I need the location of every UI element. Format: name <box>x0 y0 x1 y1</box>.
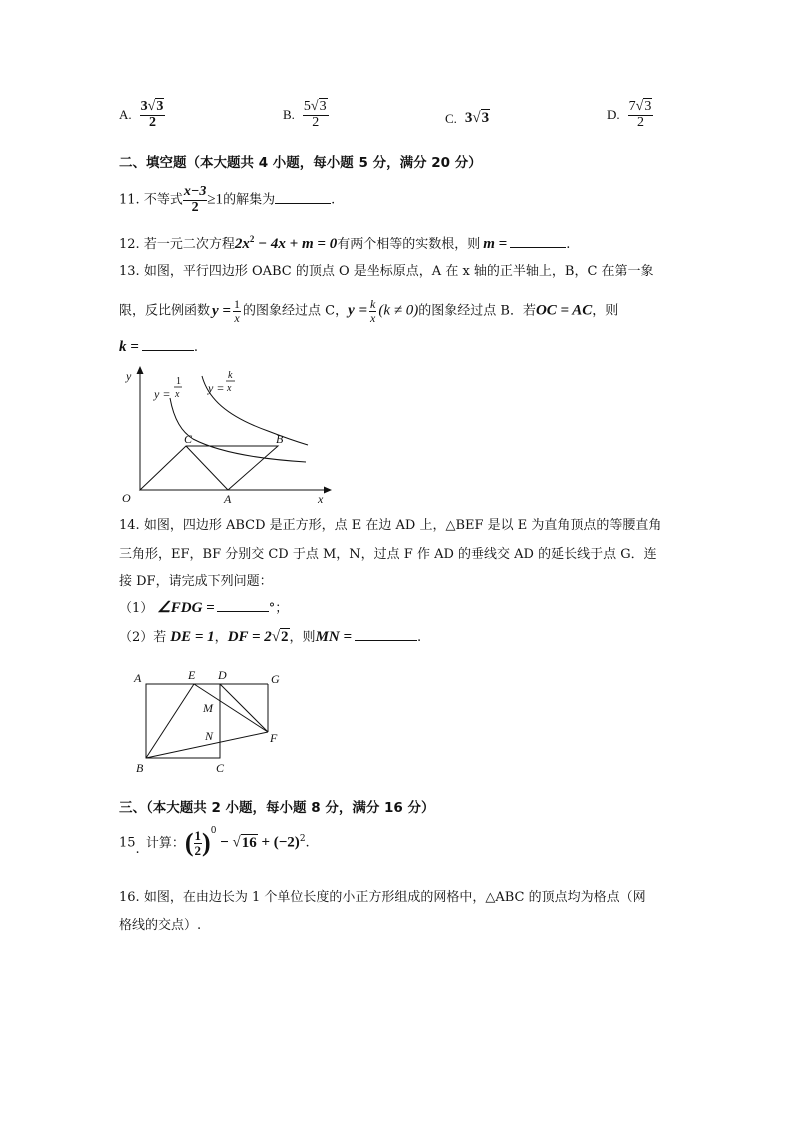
label-curve-1-lhs: y = <box>154 387 171 401</box>
minus: − <box>216 834 233 851</box>
coef: 3 <box>140 99 148 114</box>
question-text: 有两个相等的实数根，则 <box>337 237 481 252</box>
radicand: 16 <box>241 834 257 851</box>
figure-13 <box>118 362 334 504</box>
punct: . <box>331 192 336 208</box>
label-y-axis: y <box>126 369 132 383</box>
denominator: x <box>234 310 240 325</box>
de-expression: DE = 1 <box>170 629 215 645</box>
option-d <box>607 100 653 130</box>
question-text: 若一元二次方程 <box>143 237 235 252</box>
option-c <box>445 110 490 127</box>
function-lhs: y = <box>212 302 231 319</box>
label-M: M <box>203 701 213 715</box>
question-text: 如图，在由边长为 1 个单位长度的小正方形组成的网格中，△ABC 的顶点均为格点（网 <box>143 890 646 905</box>
question-11 <box>119 185 335 215</box>
coef: 5 <box>303 99 311 114</box>
exponent-zero: 0 <box>210 826 217 837</box>
option-a <box>119 100 165 130</box>
radicand: 2 <box>281 629 289 645</box>
radicand: 3 <box>319 99 327 114</box>
question-13-line-3 <box>119 338 198 356</box>
q13-fraction-k-over-x <box>369 298 376 324</box>
punct: . <box>305 835 310 851</box>
question-14-line-3 <box>119 570 273 589</box>
option-letter: A. <box>119 107 132 123</box>
punct: °； <box>268 601 289 616</box>
question-13-line-1 <box>119 260 654 279</box>
condition: (k ≠ 0) <box>378 302 419 319</box>
answer-blank[interactable] <box>217 599 269 612</box>
label-N: N <box>205 729 214 743</box>
q15-half <box>194 829 203 857</box>
eq-rest: − 4x + m = 0 <box>254 236 338 252</box>
question-14-line-2 <box>119 543 657 562</box>
option-letter: D. <box>607 107 620 123</box>
function-lhs: y = <box>348 302 368 319</box>
denominator: 2 <box>194 842 202 858</box>
q11-fraction <box>183 185 207 215</box>
label-F: F <box>270 731 278 745</box>
label-E: E <box>188 668 196 682</box>
denominator: 2 <box>148 114 156 130</box>
question-number: 13. <box>119 264 140 279</box>
answer-blank[interactable] <box>355 628 417 641</box>
denominator: 2 <box>191 199 199 215</box>
option-b-fraction: $\frac{5√3}{2}$ <box>303 99 327 130</box>
question-16-line-1 <box>119 886 646 905</box>
option-b <box>283 100 329 130</box>
q12-equation <box>235 236 337 252</box>
numerator: k <box>370 297 376 311</box>
exponent-two: 2 <box>299 834 306 845</box>
question-text: 格线的交点）. <box>119 918 202 933</box>
label-D: D <box>218 668 227 682</box>
segment-DF <box>220 684 268 732</box>
option-letter: C. <box>445 110 457 126</box>
label-C: C <box>184 432 193 446</box>
question-number: 14. <box>119 518 140 533</box>
label-curve-2-lhs: y = <box>208 381 225 395</box>
curve-1-over-x <box>170 398 306 462</box>
coef: 7 <box>628 99 636 114</box>
question-number: 11. <box>119 192 140 208</box>
option-c-value: 3√3 <box>464 110 490 126</box>
question-text: 如图，平行四边形 OABC 的顶点 O 是坐标原点，A 在 x 轴的正半轴上，B，C 在第一象 <box>143 264 654 279</box>
label-curve-1-num: 1 <box>176 376 181 387</box>
option-letter: B. <box>283 107 295 123</box>
sub-label: （1） <box>119 601 154 616</box>
answer-blank[interactable] <box>510 235 566 248</box>
question-15: 15. 计算：( $\frac{1}{2}$ )$^0 - √16 + (-2)^2$. <box>119 826 310 858</box>
q12-variable: m = <box>483 236 508 252</box>
radicand: 3 <box>481 110 490 126</box>
question-number: 15 <box>119 835 136 851</box>
eq-term: 2x <box>234 236 250 252</box>
radicand: 3 <box>156 99 164 114</box>
label-curve-2-den: x <box>227 383 232 394</box>
punct: ， <box>214 630 228 645</box>
numerator: x−3 <box>183 184 207 199</box>
section-3-title: 三、（本大题共 2 小题，每小题 8 分，满分 16 分） <box>119 800 435 816</box>
question-text: 限，反比例函数 <box>119 303 211 319</box>
question-text: ，则 <box>592 303 619 319</box>
label-B: B <box>276 432 284 446</box>
question-number-dot: . <box>135 841 140 857</box>
question-text: 三角形，EF，BF 分别交 CD 于点 M，N，过点 F 作 AD 的垂线交 AD 的延长线于点 G．连 <box>119 547 657 562</box>
label-O: O <box>122 491 131 504</box>
sub-label: （2）若 <box>119 630 167 645</box>
denominator: x <box>370 310 376 325</box>
radicand: 3 <box>644 99 652 114</box>
numerator: 1 <box>233 297 240 311</box>
q13-fraction-1-over-x <box>233 298 241 324</box>
segment-BE <box>146 684 194 758</box>
question-13-line-2 <box>119 298 618 324</box>
q13-variable: k = <box>119 339 139 355</box>
question-14-sub-1 <box>119 597 288 617</box>
question-text: 接 DF，请完成下列问题： <box>119 574 273 589</box>
answer-blank[interactable] <box>275 191 331 204</box>
question-12 <box>119 233 570 253</box>
question-text: ，则 <box>289 630 316 645</box>
question-16-line-2 <box>119 914 201 933</box>
label-G: G <box>271 672 280 686</box>
question-text: 的解集为 <box>223 192 276 208</box>
answer-blank[interactable] <box>142 338 194 351</box>
option-d-fraction: $\frac{7√3}{2}$ <box>628 99 652 130</box>
label-A: A <box>224 492 232 504</box>
parallelogram-OABC <box>140 446 278 490</box>
figure-14 <box>128 666 294 778</box>
label-C: C <box>216 761 225 775</box>
x-axis-arrow <box>324 487 332 494</box>
plus-term: + (−2) <box>257 834 300 851</box>
question-number: 12. <box>119 237 140 252</box>
numerator: 1 <box>194 827 202 843</box>
section-2-title: 二、填空题（本大题共 4 小题，每小题 5 分，满分 20 分） <box>119 155 482 171</box>
question-text: 不等式 <box>143 192 183 208</box>
q13-equation: OC = AC <box>535 302 593 319</box>
question-number: 16. <box>119 890 140 905</box>
question-text: 的图象经过点 C， <box>242 303 349 319</box>
coef: 3 <box>464 110 473 126</box>
label-x-axis: x <box>318 492 324 504</box>
question-text: 计算： <box>145 835 185 851</box>
denominator: 2 <box>636 114 644 130</box>
label-A: A <box>134 671 142 685</box>
question-14-sub-2: （2）若 DE = 1，DF = 2√2，则MN = . <box>119 629 422 645</box>
option-a-fraction: $\frac{3√3}{2}$ <box>140 99 164 130</box>
relation: ≥1 <box>207 191 224 208</box>
eq-exponent: 2 <box>249 234 255 244</box>
y-axis-arrow <box>137 366 144 374</box>
label-curve-2-num: k <box>228 370 233 381</box>
question-text: 的图象经过点 B．若 <box>418 303 536 319</box>
df-expression: DF = 2 <box>227 629 272 645</box>
denominator: 2 <box>312 114 320 130</box>
punct: . <box>566 237 571 252</box>
angle-expression: ∠FDG = <box>157 600 215 616</box>
square-ABCD <box>146 684 220 758</box>
punct: . <box>193 340 198 355</box>
punct: . <box>417 630 422 645</box>
question-text: 如图，四边形 ABCD 是正方形，点 E 在边 AD 上，△BEF 是以 E 为直角顶点的等腰直角 <box>143 518 662 533</box>
label-B: B <box>136 761 144 775</box>
label-curve-1-den: x <box>175 389 180 400</box>
question-14-line-1 <box>119 514 661 533</box>
segment-AC <box>186 446 228 490</box>
mn-expression: MN = <box>315 629 353 645</box>
